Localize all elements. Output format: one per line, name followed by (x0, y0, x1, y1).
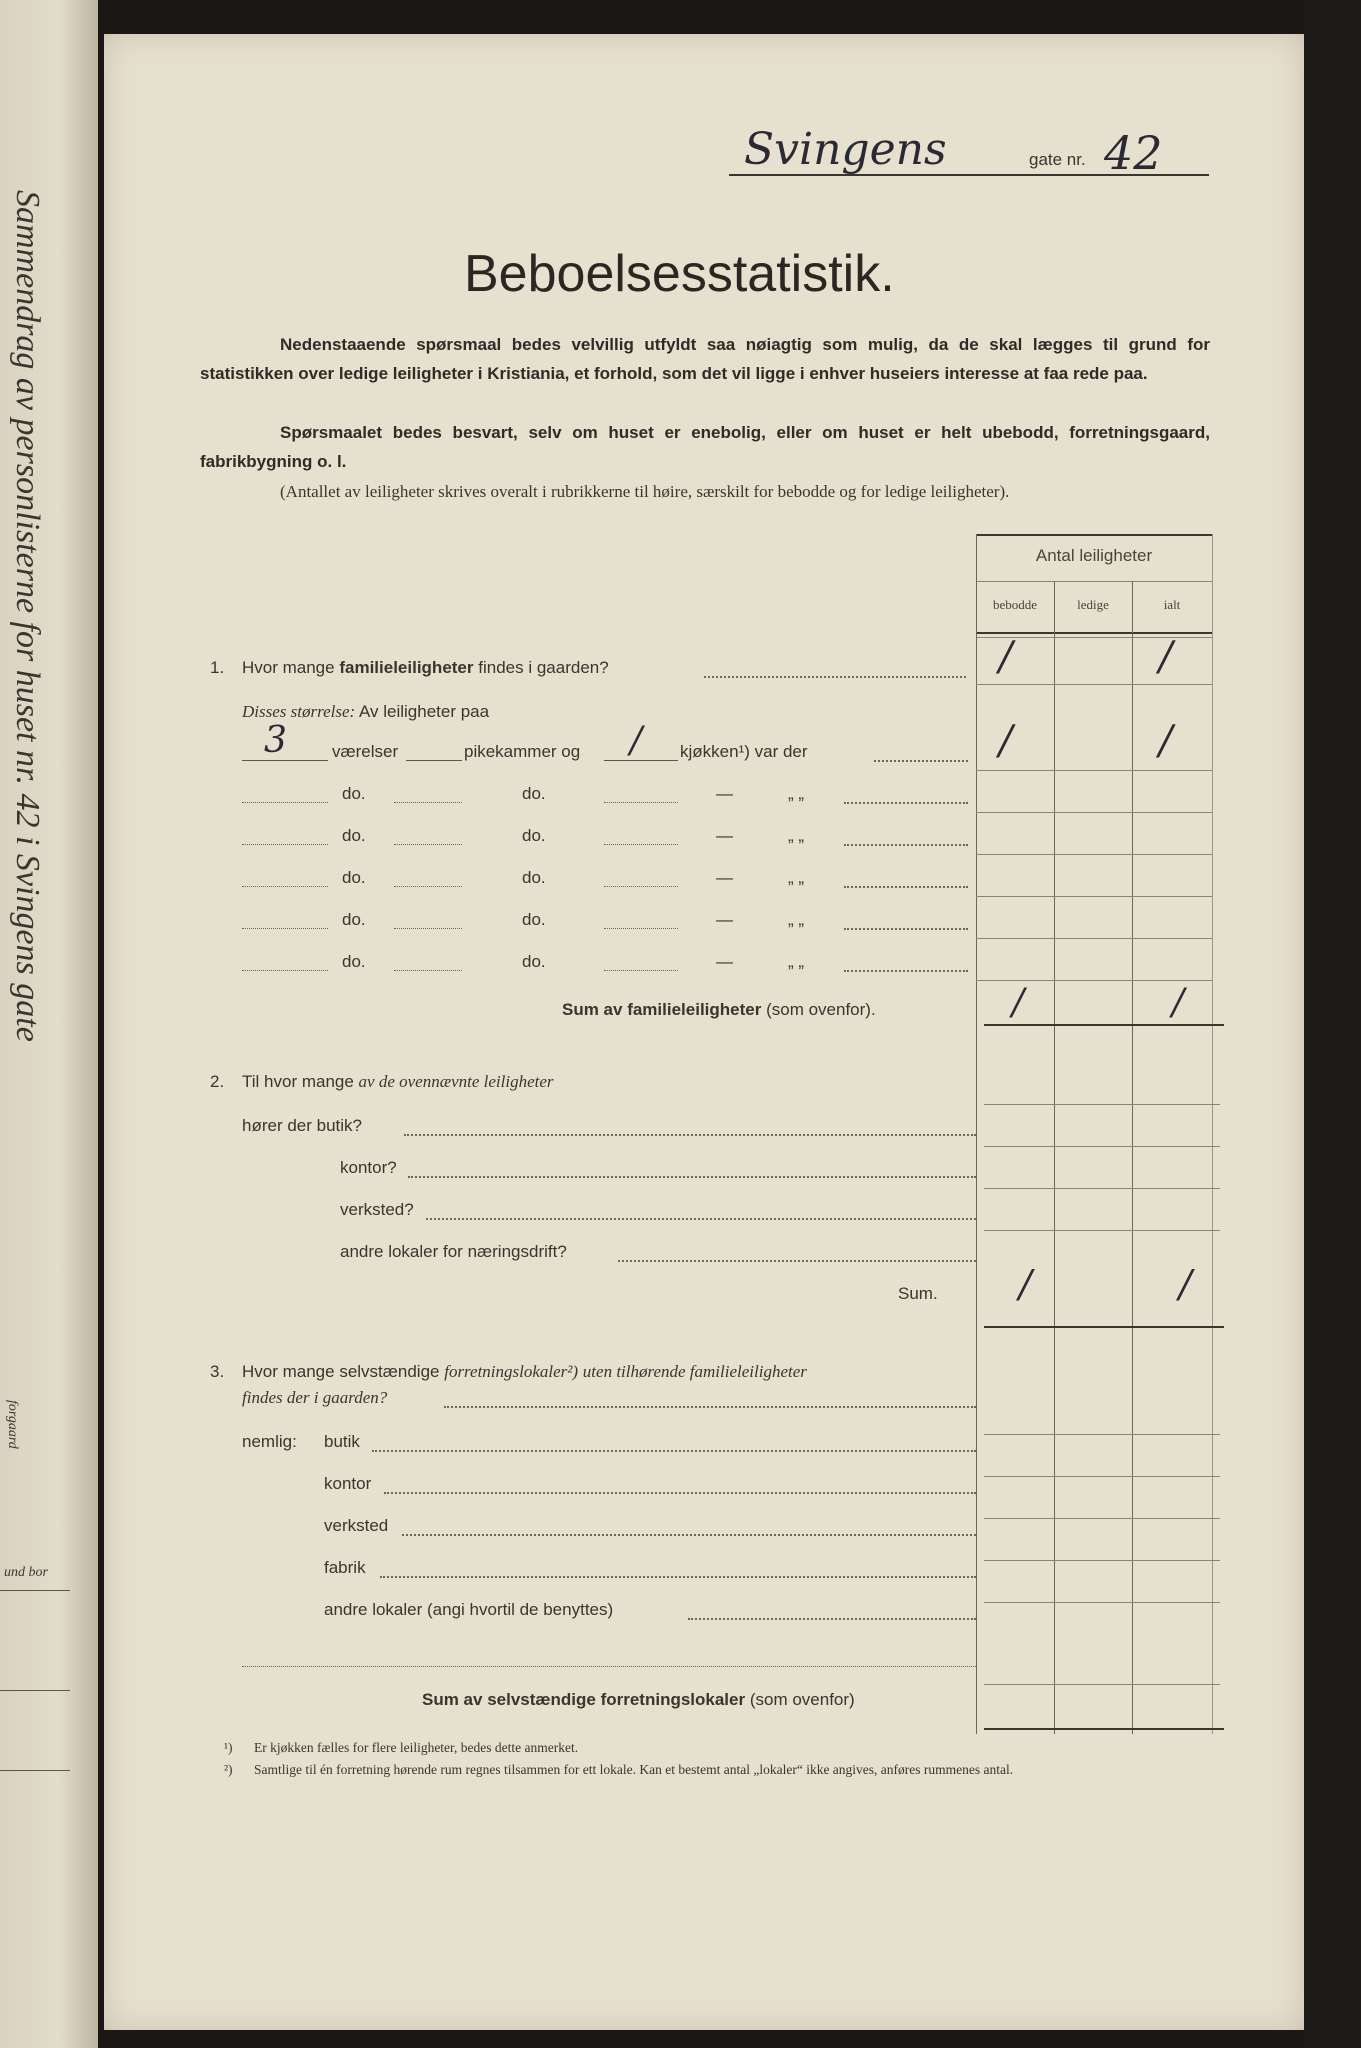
row-rule (984, 1434, 1220, 1435)
left-forgaard-label: forgaard (5, 1400, 20, 1449)
row-rule (976, 812, 1212, 813)
form-page (104, 34, 1304, 2030)
table-col-line-2 (1132, 581, 1133, 1734)
row-rule (984, 1560, 1220, 1561)
q3-butik: butik (324, 1432, 360, 1451)
table-right-line (1212, 534, 1213, 1734)
ditto-do-1: do. (342, 952, 366, 971)
table-top-rule (976, 534, 1212, 536)
house-number-handwritten: 42 (1104, 126, 1163, 180)
ditto-marks: „ „ (788, 910, 805, 929)
ditto-blank (394, 928, 462, 929)
ditto-row (104, 784, 974, 826)
q2-kontor: kontor? (340, 1158, 397, 1177)
ditto-do-1: do. (342, 868, 366, 887)
row1-ialt-mark: / (1159, 718, 1173, 764)
left-underline-2 (0, 1690, 70, 1691)
ditto-blank (394, 886, 462, 887)
q3-fabrik: fabrik (324, 1558, 366, 1577)
ditto-leader (844, 886, 968, 888)
ditto-blank (242, 802, 328, 803)
intro-paragraph-1: Nedenstaaende spørsmaal bedes velvillig utfyldt saa nøiagtig som mulig, da de skal lægges til grund for statistikken over ledige leiligheter i Kristiania, et forhold, som det vil ligge i enhver huseiers interesse at faa rede paa. (200, 335, 1210, 383)
ditto-marks: „ „ (788, 952, 805, 971)
left-page-vertical-text: Sammendrag av personlisterne for huset nr. 42 i Svingens gate (9, 190, 46, 1042)
q3-text-it2: uten tilhørende familieleiligheter (582, 1362, 807, 1381)
gate-nr-label: gate nr. (1029, 150, 1086, 169)
q1-disses-line (242, 702, 489, 722)
ditto-dash: — (716, 952, 733, 971)
row1-kjokken-handwritten: / (630, 720, 643, 761)
q1-ialt-mark: / (1159, 634, 1173, 680)
q3-blank-line (242, 1666, 976, 1667)
q2-text-pre: Til hvor mange (242, 1072, 354, 1091)
ditto-blank (604, 844, 678, 845)
sum-rule-q1 (984, 1024, 1224, 1026)
ditto-row (104, 910, 974, 952)
q2-verksted-leader (426, 1218, 976, 1220)
ditto-row (104, 952, 974, 994)
row-rule (976, 854, 1212, 855)
intro-paragraph-2: Spørsmaalet bedes besvart, selv om huset er enebolig, eller om huset er helt ubebodd, forretningsgaard, fabrikbygning o. l. (200, 423, 1210, 471)
q1-sum-bold: Sum av familieleiligheter (562, 1000, 762, 1019)
footnote-1: Er kjøkken fælles for flere leiligheter, bedes dette anmerket. (254, 1740, 579, 1755)
row-rule (984, 1602, 1220, 1603)
ditto-blank (394, 844, 462, 845)
q1-text-pre: Hvor mange (242, 658, 335, 677)
q1-number: 1. (210, 658, 225, 677)
q3-kontor: kontor (324, 1474, 372, 1493)
row-rule (984, 1476, 1220, 1477)
footnote-2-mark: ²) (224, 1762, 233, 1777)
street-name-handwritten: Svingens (744, 124, 947, 175)
row-rule (976, 896, 1212, 897)
q3-andre: andre lokaler (angi hvortil de benyttes) (324, 1600, 614, 1619)
ditto-do-2: do. (522, 910, 546, 929)
q1-leader (704, 676, 966, 678)
ditto-blank (394, 802, 462, 803)
q1-av-leiligheter: Av leiligheter paa (358, 702, 490, 721)
q2-kontor-leader (408, 1176, 976, 1178)
col-header-ledige: ledige (1077, 597, 1109, 612)
col-header-ialt: ialt (1163, 597, 1181, 612)
footnote-2: Samtlige til én forretning hørende rum regnes tilsammen for ett lokale. Kan et bestemt antal „lokaler“ ikke angives, anføres rummenes antal. (254, 1762, 1014, 1777)
q1-bebodde-mark: / (999, 634, 1013, 680)
row1-vaerelser-label: værelser (332, 742, 399, 761)
ditto-do-1: do. (342, 784, 366, 803)
q1-text-bold: familieleiligheter (339, 658, 474, 677)
ditto-leader (844, 928, 968, 930)
background-edge (1304, 0, 1361, 2048)
ditto-marks: „ „ (788, 868, 805, 887)
ditto-dash: — (716, 910, 733, 929)
q2-text-italic: av de ovennævnte leiligheter (358, 1072, 554, 1091)
ditto-blank (394, 970, 462, 971)
row1-bebodde-mark: / (999, 718, 1013, 764)
q3-verksted: verksted (324, 1516, 389, 1535)
q2-number: 2. (210, 1072, 225, 1091)
ditto-blank (604, 886, 678, 887)
q3-fabrik-leader (380, 1576, 976, 1578)
q1-disses: Disses størrelse: (242, 702, 356, 721)
ditto-do-2: do. (522, 826, 546, 845)
ditto-do-2: do. (522, 784, 546, 803)
ditto-blank (242, 844, 328, 845)
left-underline-3 (0, 1770, 70, 1771)
row-rule (984, 1146, 1220, 1147)
col-header-bebodde: bebodde (992, 597, 1038, 612)
q3-number: 3. (210, 1362, 225, 1381)
q2-sum: Sum. (898, 1284, 938, 1303)
q3-sum-post: (som ovenfor) (749, 1690, 855, 1709)
q3-kontor-leader (384, 1492, 976, 1494)
q1-question (242, 658, 609, 678)
q3-text-it1: forretningslokaler²) (444, 1362, 579, 1381)
ditto-do-2: do. (522, 868, 546, 887)
ditto-leader (844, 844, 968, 846)
q2-butik: hører der butik? (242, 1116, 362, 1135)
q3-line2: findes der i gaarden? (242, 1388, 388, 1407)
q2-butik-leader (404, 1134, 976, 1136)
ditto-dash: — (716, 868, 733, 887)
left-underline-1 (0, 1590, 70, 1591)
left-und-bor-label: und bor (4, 1565, 48, 1580)
row1-leader (874, 760, 968, 762)
q3-question (242, 1362, 807, 1382)
row-rule (976, 684, 1212, 685)
q2-sum-ialt-mark: / (1179, 1262, 1192, 1306)
row-rule (976, 938, 1212, 939)
row-rule (984, 1188, 1220, 1189)
ditto-blank (604, 970, 678, 971)
q1-sum-bebodde-mark: / (1012, 982, 1025, 1023)
q2-verksted: verksted? (340, 1200, 414, 1219)
street-underline (729, 174, 1209, 176)
left-page-edge (0, 0, 98, 2048)
ditto-blank (242, 928, 328, 929)
ditto-marks: „ „ (788, 784, 805, 803)
sum-rule-q3 (984, 1728, 1224, 1730)
footnote-1-mark: ¹) (224, 1740, 233, 1755)
q3-line2-leader (444, 1406, 976, 1408)
row-rule (984, 1684, 1220, 1685)
ditto-dash: — (716, 784, 733, 803)
page-title: Beboelsesstatistik. (464, 245, 895, 303)
q3-nemlig: nemlig: (242, 1432, 297, 1451)
q3-andre-leader (688, 1618, 976, 1620)
q2-sum-bebodde-mark: / (1019, 1262, 1032, 1306)
table-col-line-1 (1054, 581, 1055, 1734)
q2-question (242, 1072, 554, 1092)
q1-text-post: findes i gaarden? (478, 658, 609, 677)
q1-sum-ialt-mark: / (1172, 982, 1185, 1023)
intro-paragraph-3: (Antallet av leiligheter skrives overalt i rubrikkerne til høire, særskilt for bebodde og for ledige leiligheter). (280, 482, 1010, 501)
row1-pikekammer-label: pikekammer og (464, 742, 581, 761)
q3-verksted-leader (402, 1534, 976, 1536)
ditto-leader (844, 802, 968, 804)
table-left-line (976, 534, 977, 1734)
q3-sum-bold: Sum av selvstændige forretningslokaler (422, 1690, 746, 1709)
q2-andre: andre lokaler for næringsdrift? (340, 1242, 567, 1261)
sum-rule-q2 (984, 1326, 1224, 1328)
ditto-blank (604, 802, 678, 803)
row1-kjokken-label: kjøkken¹) var der (680, 742, 808, 761)
row-rule (976, 770, 1212, 771)
ditto-marks: „ „ (788, 826, 805, 845)
ditto-row (104, 868, 974, 910)
q3-butik-leader (372, 1450, 976, 1452)
table-title-rule (976, 581, 1212, 582)
ditto-do-1: do. (342, 826, 366, 845)
row-rule (984, 1230, 1220, 1231)
row1-vaerelser-handwritten: 3 (264, 720, 287, 761)
ditto-do-2: do. (522, 952, 546, 971)
table-title: Antal leiligheter (1035, 546, 1153, 565)
q3-text-pre: Hvor mange selvstændige (242, 1362, 440, 1381)
q1-sum-post: (som ovenfor). (766, 1000, 876, 1019)
q1-sum-line (562, 1000, 876, 1020)
ditto-blank (242, 886, 328, 887)
ditto-do-1: do. (342, 910, 366, 929)
ditto-leader (844, 970, 968, 972)
row-rule (984, 1518, 1220, 1519)
row1-vaerelser-blank (242, 760, 328, 761)
row-rule (984, 1104, 1220, 1105)
ditto-row (104, 826, 974, 868)
row-rule (976, 980, 1212, 981)
row1-kjokken-blank (604, 760, 678, 761)
ditto-blank (604, 928, 678, 929)
row1-pike-blank (406, 760, 462, 761)
q3-sum-line (422, 1690, 855, 1710)
ditto-dash: — (716, 826, 733, 845)
q2-andre-leader (618, 1260, 976, 1262)
ditto-blank (242, 970, 328, 971)
